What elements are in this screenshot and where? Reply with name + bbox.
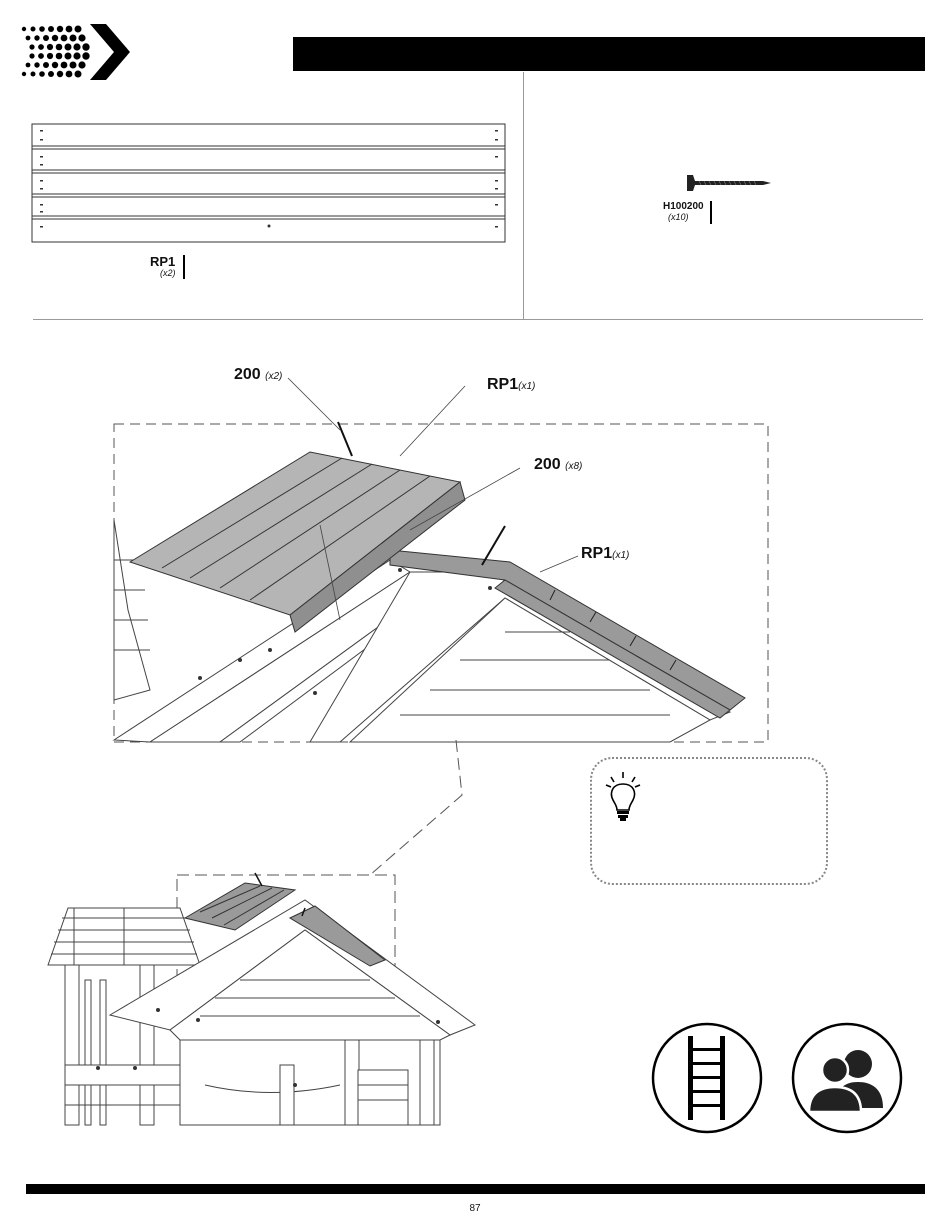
- screw-part-icon: [683, 172, 773, 194]
- brand-logo-icon: [20, 22, 132, 84]
- roof-cap-detail-illustration: [110, 360, 780, 750]
- callout-board-mid: RP1(x1): [581, 545, 630, 562]
- board-part-code: RP1: [150, 254, 176, 269]
- footer-bar: [26, 1184, 925, 1194]
- page-number: 87: [469, 1203, 481, 1214]
- board-part-tick: [183, 255, 185, 279]
- step-title-bar: [293, 37, 925, 71]
- two-people-icon: [791, 1022, 903, 1134]
- callout-screw-top: 200 (x2): [234, 366, 283, 383]
- screw-part-code: H100200: [663, 201, 704, 212]
- board-part-illustration: [30, 122, 510, 247]
- screw-part-quantity: (x10): [668, 212, 689, 222]
- screw-part-tick: [710, 201, 712, 224]
- playhouse-overview-illustration: [40, 740, 490, 1135]
- callout-board-top: RP1(x1): [487, 376, 536, 393]
- parts-divider-vertical: [523, 72, 524, 320]
- callout-screw-mid: 200 (x8): [534, 456, 583, 473]
- ladder-icon: [651, 1022, 763, 1134]
- board-part-quantity: (x2): [160, 268, 176, 278]
- parts-divider-horizontal: [33, 319, 923, 320]
- lightbulb-icon: [603, 770, 643, 822]
